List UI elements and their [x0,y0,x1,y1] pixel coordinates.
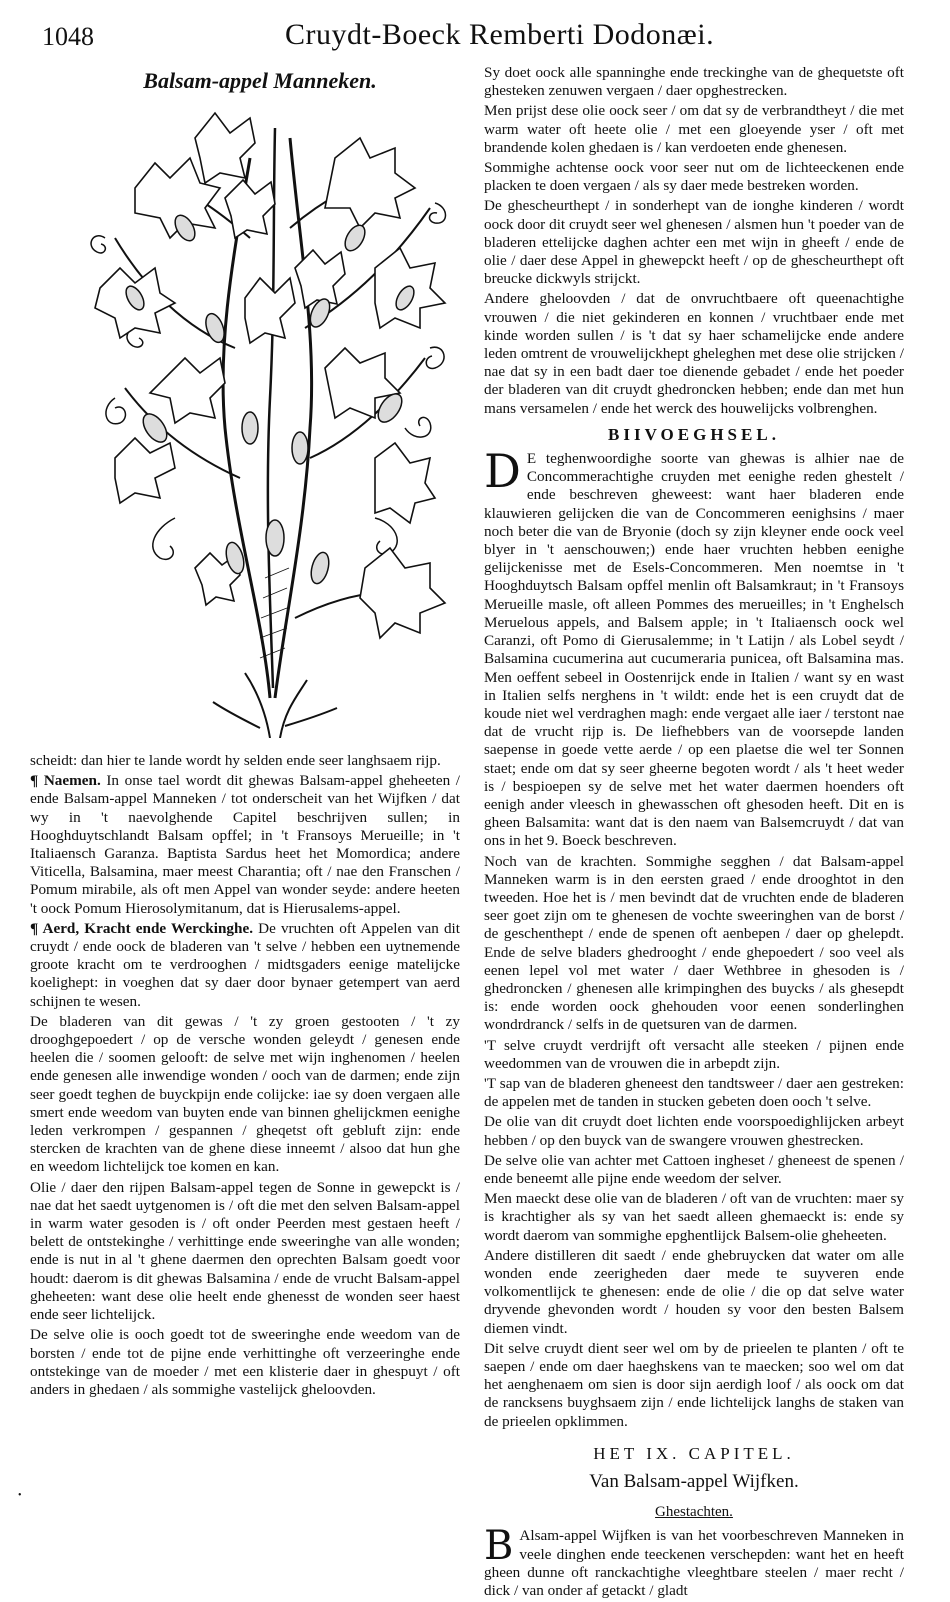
paragraph-olie-borsten: De selve olie is ooch goedt tot de sweeringhe ende weedom van de borsten / ende tot de pijne ende verhittinghe oft verzeeringhe ende ontstekinge van de moeder / met een klisterie daer in ghespuyt / oft anders in ghedaen / als sommighe vastelijck gheloovden. [30,1326,460,1398]
chapter-first-paragraph: B Alsam-appel Wijfken is van het voorbeschreven Manneken in veele dinghen ende teeckenen verschepden: want het en heeft gheen dunne oft ranckachtighe vleeghtbare steelen / maer recht / dick / van onder af getackt / gladt [484,1523,904,1600]
paragraph-spenen: De selve olie van achter met Cattoen ingheset / gheneest de spenen / ende beneemt alle pijne ende weedom der selver. [484,1151,904,1187]
krachten-paragraph: Noch van de krachten. Sommighe segghen / dat Balsam-appel Manneken warm is in den eersten graed / ende drooghtot in den tweeden. Hoe het is / men bevindt dat de vruchten ende de bladeren seer goet zijn om te ghenesen de vochte sweeringhen van de borst / de geschenthept / ende de spenen oft aenbepen / daer op ghelepdt. Ende de selve bladers ghedrooght / ende ghepoedert / soo veel als eenen lepel vol met water / daer Wethbree in ghesoden is / ghedroncken / ghenesen alle krimpinghen des buycks / als ghesepdt is: ende worden oock ghehouden voor eenen sonderlinghen wondrdranck / selfs in de quetsuren van de darmen. [484,852,904,1034]
paragraph-aerd-kracht: ¶ Aerd, Kracht ende Werckinghe. De vruchten oft Appelen van dit cruydt / ende oock de bladeren van 't selve / hebben een uytnemende groote kracht om te verdrooghen / midtsgaders eenige matelijcke koelighept: in voeghen dat sy daer door bynaer getempert van aerd schijnen te wesen. [30,919,460,1010]
bijvoeghsel-heading: BIIVOEGHSEL. [608,424,780,444]
paragraph-continuation: scheidt: dan hier te lande wordt hy selden ende seer langhsaem rijp. [30,752,441,769]
paragraph-naemen: ¶ Naemen. In onse tael wordt dit ghewas Balsam-appel gheheeten / ende Balsam-appel Manneken / tot onderscheit van het Wijfken / dat wy in 't naevolghende Capitel beschrijven sullen; in Hooghduytschlandt Balsam opffel; in 't Fransoys Merueille; in 't Italiaensch Garanza. Baptista Sardus heet het Momordica; andere Viticella, Balsamina, maer meest Charantia; oft / nae den Franschen / Pomum mirabile, als oft men Appel van wonder seyde: andere heeten 't oock Pomum Hierosolymitanum, dat is Hierusalems-appel. [30,772,460,917]
chapter-heading: HET IX. CAPITEL. [593,1443,795,1463]
right-column-text [484,64,904,1602]
paragraph-verbrandtheyt: Men prijst dese olie oock seer / om dat sy de verbrandtheyt / die met warm water oft heete olie / met een gloeyende yser / oft met brandende kolen ghedaen is / kan verdoeten ende ghenesen. [484,102,904,156]
balsam-apple-woodcut-illustration [75,98,465,738]
figure-caption: Balsam-appel Manneken. [143,68,377,93]
margin-mark: • [18,1490,22,1501]
paragraph-bladeren: De bladeren van dit gewas / 't zy groen gestooten / 't zy drooghgepoedert / op de versche wonden geleydt / genesen ende heelen die / soomen gelooft: de selve met wijn inghenomen / heelen ende genesen alle inwendige wonden / ooch van de darmen; ende zijn seer goedt teghen de buyckpijn ende colijcke: iae sy doen vergaen alle smert ende weedom van buyten ende van binnen ghelijckmen eenighe leden verkrompen / gespannen / gheqetst oft gebluft zijn: ende stercken de krachten van de ghene diese inneemt / alsoo dat hun ghe en weedom lichtelijck toe komen en kan. [30,1012,460,1176]
paragraph-distilleren: Andere distilleren dit saedt / ende ghebruycken dat water om alle wonden ende zeerigheden daer mede te suyveren ende volkomentlijck te ghenesen: ende de olie / die op dat selve water dryvende ghevonden wordt / houden sy voor den besten Balsem diemen vindt. [484,1246,904,1337]
paragraph-swangere: De olie van dit cruydt doet lichten ende voorspoedighlijcken arbeyt hebben / op den buyck van de swangere vrouwen ghestrecken. [484,1113,904,1149]
dropcap-b: B [484,1523,514,1570]
dropcap-d: D [484,444,521,499]
chapter-subheading: Ghestachten. [655,1504,733,1521]
paragraph-olie: Olie / daer den rijpen Balsam-appel tegen de Sonne in gewepckt is / nae dat het saedt uytgenomen is / oft die met den selven Balsam-appel in warm water gesoden is / oft onder Peerden mest gestaen heeft / belett de ontstekinghe / verhittinge ende sweeringhe van alle wonden; ende is nut in al 't ghene daermen den oprechten Balsam goedt voor houdt: daerom is dit ghewas Balsamina / ende de vrucht Balsam-appel gheheeten: want dese olie heelt ende ghenesst de wonden seer haest ende seer lichtelijck. [30,1178,460,1324]
bijvoeghsel-paragraph: D E teghenwoordighe soorte van ghewas is alhier nae de Concommerachtighe cruyden met eenighe reden ghestelt / ende beschreven gheweest: want haer bladeren ende klauwieren gelijcken die van de Concommeren eenighsins / maer noch beter die van de Bryonie (doch sy zijn kleyner ende oock veel blyer in 't aenschouwen;) ende haer vruchten hebben eenighe gelijckenisse met de Esels-Concommeren. Men noemtse in 't Hooghduytsch Balsam opffel menlin oft Balsamkraut; in 't Fransoys Merueille masle, oft alleen Pommes des merueilles; in 't Enghelsch Meruelous appels, and Balsem apple; in 't Italiaensch oock wel Caranzi, oft Pomo di Gierusalemme; in 't Latijn / als Lobel seydt / Balsamina cucumerina aut cucumeraria punicea, oft Balsamina mas. Men oeffent sebeel in Oostenrijck ende in Italien / want sy en wast in Italien selfs nerghens in 't wildt: ende het is een cruydt dat de koude niet wel verdraghen magh: ende vergaet alle iaer / terstont nae dat de vrucht rijp is. De liefhebbers van de voorsepde landen saepense in goede vette aerde / op een plaetse die wel ter Sonnen staet; ende om dat sy seer gheerne begoten wordt / als 't heet weder is / bespioepen sy de selve met het water daermen hoenders oft eenigh ander vleesch in ghewasschen oft ghesoden heeft. Dit en is gheen Balsamita: want dat is den naem van Balsemcruydt / dat van ons in het 9. Boeck beschreven. [484,444,904,850]
paragraph-balsem-olie: Men maeckt dese olie van de bladeren / oft van de vruchten: maer sy is krachtigher als sy van het saedt alleen ghemaeckt is: ende sy wordt daerom van sommighe epghentlijck Balsem-olie gheheeten. [484,1190,904,1244]
running-head: Cruydt-Boeck Remberti Dodonæi. [285,18,715,51]
page-number: 1048 [42,22,94,51]
paragraph-ghescheurthept: De ghescheurthept / in sonderhept van de ionghe kinderen / wordt oock door dit cruydt seer wel ghenesen / alsmen hun 't poeder van de bladeren ettelijcke daghen achter een met wijn in gheeft / ende de olie / daer dese Appel in ghewepckt heeft / op de ghescheurthept oft breucke dickwyls strijckt. [484,197,904,288]
paragraph-onvruchtbaere: Andere gheloovden / dat de onvruchtbaere oft queenachtighe vrouwen / die niet gekinderen en konnen / vruchtbaer ende met kinde worden sullen / is 't dat sy haer schamelijcke ende andere leden omtrent de vrouwelijckhept gheleghen met dese olie strijcken / nae dat sy in een badt daer toe dienende gebadet / ende het poeder der bladeren van dit cruydt ghedroncken hebben; ende dan met hun mans versamelen / ende het werck des houwelijcks volbrenghen. [484,290,904,417]
chapter-title: Van Balsam-appel Wijfken. [589,1471,799,1493]
paragraph-lichteeckenen: Sommighe achtense oock voor seer nut om de lichteeckenen ende placken te doen vergaen / als sy daer mede bestreken worden. [484,159,904,195]
paragraph-spanninghe: Sy doet oock alle spanninghe ende treckinghe van de ghequetste oft ghesteken zenuwen vergaen / daer opghestrecken. [484,64,904,100]
paragraph-prieelen: Dit selve cruydt dient seer wel om by de prieelen te planten / oft te saepen / ende om daer haeghskens van te maecken; soo wel om dat het aenghenaem om sien is door sijn aerdigh loof / als oock om dat de rancksens buyghsaem zijn / ende lichtelijck langhs de staken van de prieelen opklimmen. [484,1339,904,1430]
left-column-text [30,752,460,1401]
paragraph-tandtsweer: 'T sap van de bladeren gheneest den tandtsweer / daer aen gestreken: de appelen met de tanden in stucken gebeten doen ooch 't selve. [484,1074,904,1111]
paragraph-arbepdt: 'T selve cruydt verdrijft oft versacht alle steeken / pijnen ende weedommen van de vrouwen die in arbepdt zijn. [484,1036,904,1072]
